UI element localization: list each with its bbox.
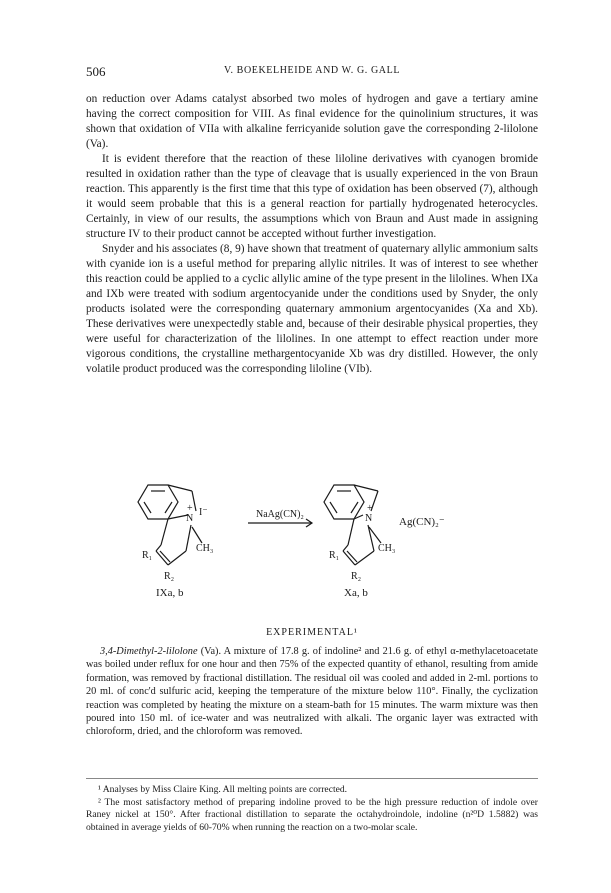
running-head: V. BOEKELHEIDE AND W. G. GALL [223,65,401,76]
right-r1: R₁ [329,550,340,561]
footnote-2: ² The most satisfactory method of preparing indoline proved to be the high pressure reduction of indole over Raney nickel at 150°. After fractional distillation to separate the octahydroindole, indoline (n²⁰D 1.5882) was obtained in average yields of 60-70% when running the reaction on a two-molar scale. [86,796,538,833]
compound-name: 3,4-Dimethyl-2-lilolone [100,646,198,657]
reaction-arrow [248,519,312,527]
reaction-scheme-drawing [86,467,538,617]
experimental-text [86,645,538,739]
paragraph-3: Snyder and his associates (8, 9) have shown that treatment of quaternary allylic ammonium salts with cyanide ion is a useful method for preparing allylic nitriles. It was of interest to see whether this reaction could be applied to a cyclic allylic amine of the type present in the lilolines. When IXa and IXb were treated with sodium argentocyanide under the conditions used by Snyder, the only products isolated were the corresponding quaternary ammonium argentocyanides (Xa and Xb). These derivatives were unexpectedly stable and, because of their desirable physical properties, they were useful for characterization of the lilolines. In one attempt to effect reaction under more vigorous conditions, the crystalline methargentocyanide Xb was dry distilled. However, the only volatile product produced was the corresponding liloline (VIb). [86,243,538,375]
right-n-label: N [365,513,373,524]
page-number: 506 [86,64,106,79]
right-caption: Xa, b [344,587,368,599]
experimental-paragraph [86,645,538,739]
right-methyl: CH₃ [378,543,396,554]
left-anion: I⁻ [199,507,208,518]
page-header [86,64,538,80]
left-methyl: CH₃ [196,543,214,554]
left-n-label: N [186,513,194,524]
paragraph-2: It is evident therefore that the reaction of these liloline derivatives with cyanogen bromide resulted in oxidation rather than the type of cleavage that is usually experienced in the von Braun reaction. This apparently is the first time that this type of oxidation has been observed (7), although it would seem probable that this is a general reaction for partially hydrogenated heterocycles. Certainly, in view of our results, the assumptions which von Braun and Aust made in assigning structure IV to their product cannot be accepted without further investigation. [86,153,538,240]
right-r2: R₂ [351,571,362,582]
left-r1: R₁ [142,550,153,561]
right-anion: Ag(CN)₂⁻ [399,516,445,528]
experimental-body: (Va). A mixture of 17.8 g. of indoline² and 21.6 g. of ethyl α-methylacetoacetate was boiled under reflux for one hour and then 75% of the expected quantity of ethanol, resulting from amide formation, was removed by fractional distillation. The residual oil was cooled and added in 2-ml. portions to 20 ml. of conc'd sulfuric acid, keeping the temperature of the mixture below 110°. Finally, the cyclization reaction was completed by heating the mixture on a steam-bath for 15 minutes. The warm mixture was then poured into 150 ml. of ice-water and was neutralized with alkali. The organic layer was extracted with chloroform, dried, and the chloroform was removed. [86,646,539,738]
footnote-rule [86,778,538,779]
reaction-scheme [86,467,538,617]
arrow-reagent: NaAg(CN)₂ [256,509,304,520]
left-caption: IXa, b [156,587,184,599]
paragraph-1: on reduction over Adams catalyst absorbed two moles of hydrogen and gave a tertiary amine having the correct composition for VIII. As final evidence for the quinolinium structures, it was shown that oxidation of VIIa with alkaline ferricyanide solution gave the corresponding 2-lilolone (Va). [86,93,538,150]
section-heading-experimental: EXPERIMENTAL¹ [266,627,358,638]
left-n-plus: + [187,503,193,514]
right-n-plus: + [367,503,373,514]
footnote-1: ¹ Analyses by Miss Claire King. All melting points are corrected. [98,784,348,795]
footnotes [86,784,538,834]
left-r2: R₂ [164,571,175,582]
body-text [86,92,538,377]
